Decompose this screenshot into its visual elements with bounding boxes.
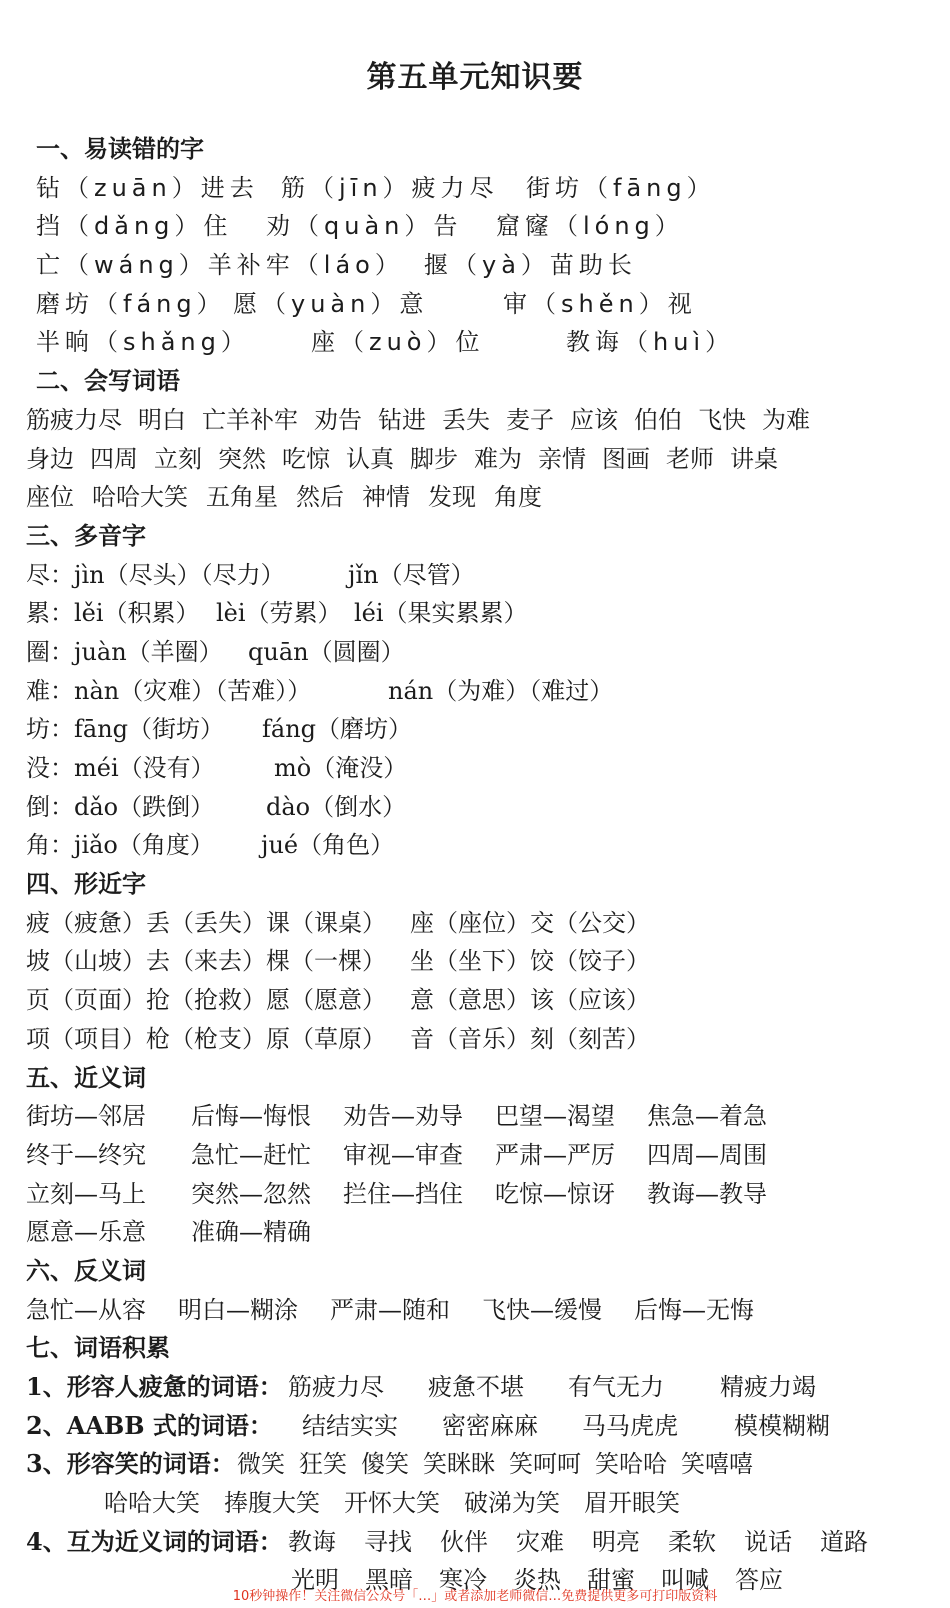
word-item: 劝告 bbox=[314, 405, 362, 434]
entry: 累：lěi（积累） bbox=[26, 599, 200, 628]
list-item bbox=[26, 904, 936, 943]
word-item: 角度 bbox=[494, 483, 542, 512]
word-item: 劝告—劝导 bbox=[343, 1102, 463, 1131]
word-item: 结结实实 bbox=[302, 1411, 398, 1440]
list-item bbox=[26, 633, 936, 672]
word-row bbox=[26, 1407, 936, 1446]
word-row bbox=[26, 1445, 936, 1484]
entry: 页（页面）抢（抢救）愿（愿意） bbox=[26, 986, 386, 1015]
word-item: 愿意—乐意 bbox=[26, 1218, 146, 1247]
word-item: 终于—终究 bbox=[26, 1140, 146, 1169]
word-item: 破涕为笑 bbox=[464, 1489, 560, 1518]
entry: 亡（wáng）羊补牢（láo） bbox=[36, 251, 404, 280]
entry: 筋（jīn）疲力尽 bbox=[281, 173, 499, 202]
word-item: 审视—审查 bbox=[343, 1140, 463, 1169]
word-item: 筋疲力尽 bbox=[26, 405, 122, 434]
entry: 座（zuò）位 bbox=[311, 328, 485, 357]
word-item: 开怀大笑 bbox=[344, 1489, 440, 1518]
word-item: 然后 bbox=[296, 483, 344, 512]
word-item: 飞快 bbox=[698, 405, 746, 434]
word-item: 五角星 bbox=[206, 483, 278, 512]
word-item: 笑眯眯 bbox=[423, 1450, 495, 1479]
word-item: 柔软 bbox=[668, 1527, 716, 1556]
footer-notice: 10秒钟操作！关注微信公众号「…」或者添加老师微信…免费提供更多可打印版资料 bbox=[232, 1589, 718, 1604]
word-item: 灾难 bbox=[516, 1527, 564, 1556]
word-item: 寒冷 bbox=[439, 1566, 487, 1595]
word-item: 明白 bbox=[138, 405, 186, 434]
word-row bbox=[26, 1097, 936, 1136]
entry: nán（为难）（难过） bbox=[388, 676, 614, 705]
word-item: 钻进 bbox=[378, 405, 426, 434]
word-item: 哈哈大笑 bbox=[92, 483, 188, 512]
page-title: 第五单元知识要 bbox=[366, 60, 584, 95]
list-item bbox=[26, 981, 936, 1020]
entry: 圈：juàn（羊圈） bbox=[26, 637, 223, 666]
word-item: 狂笑 bbox=[299, 1450, 347, 1479]
entry: 意（意思）该（应该） bbox=[410, 986, 650, 1015]
entry: 半晌（shǎng） bbox=[36, 328, 250, 357]
list-item bbox=[26, 285, 936, 324]
entry: 坡（山坡）去（来去）棵（一棵） bbox=[26, 947, 386, 976]
list-item bbox=[26, 826, 936, 865]
entry: 角：jiǎo（角度） bbox=[26, 831, 214, 860]
word-item: 准确—精确 bbox=[191, 1218, 311, 1247]
word-item: 马马虎虎 bbox=[582, 1411, 678, 1440]
word-item: 明亮 bbox=[592, 1527, 640, 1556]
word-row bbox=[26, 1484, 936, 1523]
word-item: 模模糊糊 bbox=[734, 1411, 830, 1440]
word-item: 教诲 bbox=[288, 1527, 336, 1556]
word-item: 傻笑 bbox=[361, 1450, 409, 1479]
word-item: 四周—周围 bbox=[647, 1140, 767, 1169]
word-row bbox=[26, 1175, 936, 1214]
word-item: 急忙—赶忙 bbox=[191, 1140, 311, 1169]
row-label: 3、形容笑的词语： bbox=[26, 1449, 235, 1479]
word-item: 笑嘻嘻 bbox=[681, 1450, 753, 1479]
word-item: 道路 bbox=[820, 1527, 868, 1556]
word-item: 眉开眼笑 bbox=[584, 1489, 680, 1518]
word-item: 答应 bbox=[735, 1566, 783, 1595]
word-item: 微笑 bbox=[237, 1450, 285, 1479]
word-row bbox=[26, 478, 936, 517]
word-item: 笑呵呵 bbox=[509, 1450, 581, 1479]
list-item bbox=[26, 710, 936, 749]
word-item: 焦急—着急 bbox=[647, 1102, 767, 1131]
word-row bbox=[26, 440, 936, 479]
word-item: 严肃—严厉 bbox=[495, 1140, 615, 1169]
entry: 倒：dǎo（跌倒） bbox=[26, 792, 215, 821]
entry: 审（shěn）视 bbox=[503, 289, 697, 318]
word-item: 有气无力 bbox=[568, 1373, 664, 1401]
word-item: 疲惫不堪 bbox=[428, 1373, 524, 1401]
entry: 座（座位）交（公交） bbox=[410, 908, 650, 937]
word-item: 伯伯 bbox=[634, 405, 682, 434]
word-item: 发现 bbox=[428, 483, 476, 512]
entry: jué（角色） bbox=[261, 831, 395, 860]
word-item: 捧腹大笑 bbox=[224, 1489, 320, 1518]
word-item: 后悔—悔恨 bbox=[191, 1102, 311, 1131]
section-heading: 七、词语积累 bbox=[26, 1334, 170, 1363]
entry: 钻（zuān）进去 bbox=[36, 173, 259, 202]
section-heading: 五、近义词 bbox=[26, 1063, 146, 1092]
word-item: 认真 bbox=[346, 444, 394, 473]
word-item: 寻找 bbox=[364, 1527, 412, 1556]
word-item: 讲桌 bbox=[730, 444, 778, 473]
row-label: 4、互为近义词的词语： bbox=[26, 1526, 283, 1556]
list-item bbox=[26, 749, 936, 788]
word-item: 四周 bbox=[90, 444, 138, 473]
word-row bbox=[26, 1368, 936, 1407]
word-item: 巴望—渴望 bbox=[495, 1102, 615, 1131]
word-item: 明白—糊涂 bbox=[178, 1295, 298, 1324]
section-heading: 六、反义词 bbox=[26, 1256, 146, 1285]
entry: 街坊（fāng） bbox=[526, 173, 716, 202]
list-item bbox=[26, 1020, 936, 1059]
entry: 教诲（huì） bbox=[566, 328, 735, 357]
word-item: 立刻 bbox=[154, 444, 202, 473]
word-item: 严肃—随和 bbox=[330, 1295, 450, 1324]
entry: lèi（劳累） bbox=[216, 599, 342, 628]
section-heading: 四、形近字 bbox=[26, 870, 146, 899]
list-item bbox=[26, 594, 936, 633]
word-item: 甜蜜 bbox=[587, 1566, 635, 1595]
word-row bbox=[26, 1136, 936, 1175]
list-item bbox=[26, 942, 936, 981]
entry: dào（倒水） bbox=[266, 792, 407, 821]
word-item: 密密麻麻 bbox=[442, 1411, 538, 1440]
entry: 磨坊（fáng） bbox=[36, 289, 226, 318]
entry: 项（项目）枪（枪支）原（草原） bbox=[26, 1024, 386, 1053]
list-item bbox=[26, 246, 936, 285]
list-item bbox=[26, 207, 936, 246]
word-item: 后悔—无悔 bbox=[634, 1295, 754, 1324]
entry: léi（果实累累） bbox=[354, 599, 528, 628]
list-item bbox=[26, 169, 936, 208]
word-item: 教诲—教导 bbox=[647, 1179, 767, 1208]
word-item: 笑哈哈 bbox=[595, 1450, 667, 1479]
word-item: 吃惊—惊讶 bbox=[495, 1179, 615, 1208]
section-heading: 二、会写词语 bbox=[36, 367, 180, 396]
word-item: 为难 bbox=[762, 405, 810, 434]
entry: 劝（quàn）告 bbox=[266, 212, 463, 241]
entry: 尽：jìn（尽头）（尽力） bbox=[26, 560, 285, 589]
word-item: 座位 bbox=[26, 483, 74, 512]
word-item: 精疲力竭 bbox=[720, 1373, 816, 1401]
row-label: 2、AABB 式的词语： bbox=[26, 1410, 273, 1440]
word-item: 飞快—缓慢 bbox=[482, 1295, 602, 1324]
word-item: 老师 bbox=[666, 444, 714, 473]
word-item: 亲情 bbox=[538, 444, 586, 473]
section-heading: 一、易读错的字 bbox=[36, 135, 204, 163]
word-item: 难为 bbox=[474, 444, 522, 473]
word-item: 突然 bbox=[218, 444, 266, 473]
list-item bbox=[26, 788, 936, 827]
word-item: 叫喊 bbox=[661, 1566, 709, 1595]
word-item: 图画 bbox=[602, 444, 650, 473]
entry: 坐（坐下）饺（饺子） bbox=[410, 947, 650, 976]
row-label: 1、形容人疲惫的词语： bbox=[26, 1372, 283, 1401]
word-item: 神情 bbox=[362, 483, 410, 512]
entry: 窟窿（lóng） bbox=[496, 212, 684, 241]
list-item bbox=[26, 556, 936, 595]
list-item bbox=[26, 323, 936, 362]
word-item: 拦住—挡住 bbox=[343, 1179, 463, 1208]
word-row bbox=[26, 401, 936, 440]
entry: 揠（yà）苗助长 bbox=[424, 251, 637, 280]
entry: 没：méi（没有） bbox=[26, 754, 215, 782]
word-item: 立刻—马上 bbox=[26, 1179, 146, 1208]
document-body bbox=[26, 130, 936, 1600]
word-item: 亡羊补牢 bbox=[202, 405, 298, 434]
entry: fáng（磨坊） bbox=[262, 715, 413, 744]
entry: 音（音乐）刻（刻苦） bbox=[410, 1024, 650, 1053]
section-heading: 三、多音字 bbox=[26, 521, 146, 550]
word-item: 说话 bbox=[744, 1527, 792, 1556]
word-item: 街坊—邻居 bbox=[26, 1102, 146, 1131]
word-item: 急忙—从容 bbox=[26, 1295, 146, 1324]
word-item: 哈哈大笑 bbox=[104, 1489, 200, 1518]
word-item: 筋疲力尽 bbox=[288, 1373, 384, 1401]
word-item: 吃惊 bbox=[282, 444, 330, 473]
entry: mò（淹没） bbox=[274, 754, 408, 782]
word-row bbox=[26, 1291, 936, 1330]
word-item: 脚步 bbox=[410, 444, 458, 473]
word-item: 麦子 bbox=[506, 405, 554, 434]
word-item: 炎热 bbox=[513, 1566, 561, 1595]
entry: 坊：fāng（街坊） bbox=[26, 715, 225, 744]
word-item: 突然—忽然 bbox=[191, 1179, 311, 1208]
word-row bbox=[26, 1523, 936, 1562]
word-item: 应该 bbox=[570, 405, 618, 434]
entry: 愿（yuàn）意 bbox=[233, 289, 429, 318]
word-item: 光明 bbox=[291, 1566, 339, 1595]
word-row bbox=[26, 1213, 936, 1252]
entry: quān（圆圈） bbox=[248, 637, 405, 666]
list-item bbox=[26, 672, 936, 711]
entry: 疲（疲惫）丢（丢失）课（课桌） bbox=[26, 908, 386, 937]
word-item: 伙伴 bbox=[440, 1527, 488, 1556]
word-item: 身边 bbox=[26, 444, 74, 473]
word-item: 丢失 bbox=[442, 405, 490, 434]
entry: 挡（dǎng）住 bbox=[36, 212, 233, 241]
entry: jǐn（尽管） bbox=[348, 560, 475, 589]
entry: 难：nàn（灾难）（苦难）） bbox=[26, 676, 312, 705]
word-item: 黑暗 bbox=[365, 1566, 413, 1595]
